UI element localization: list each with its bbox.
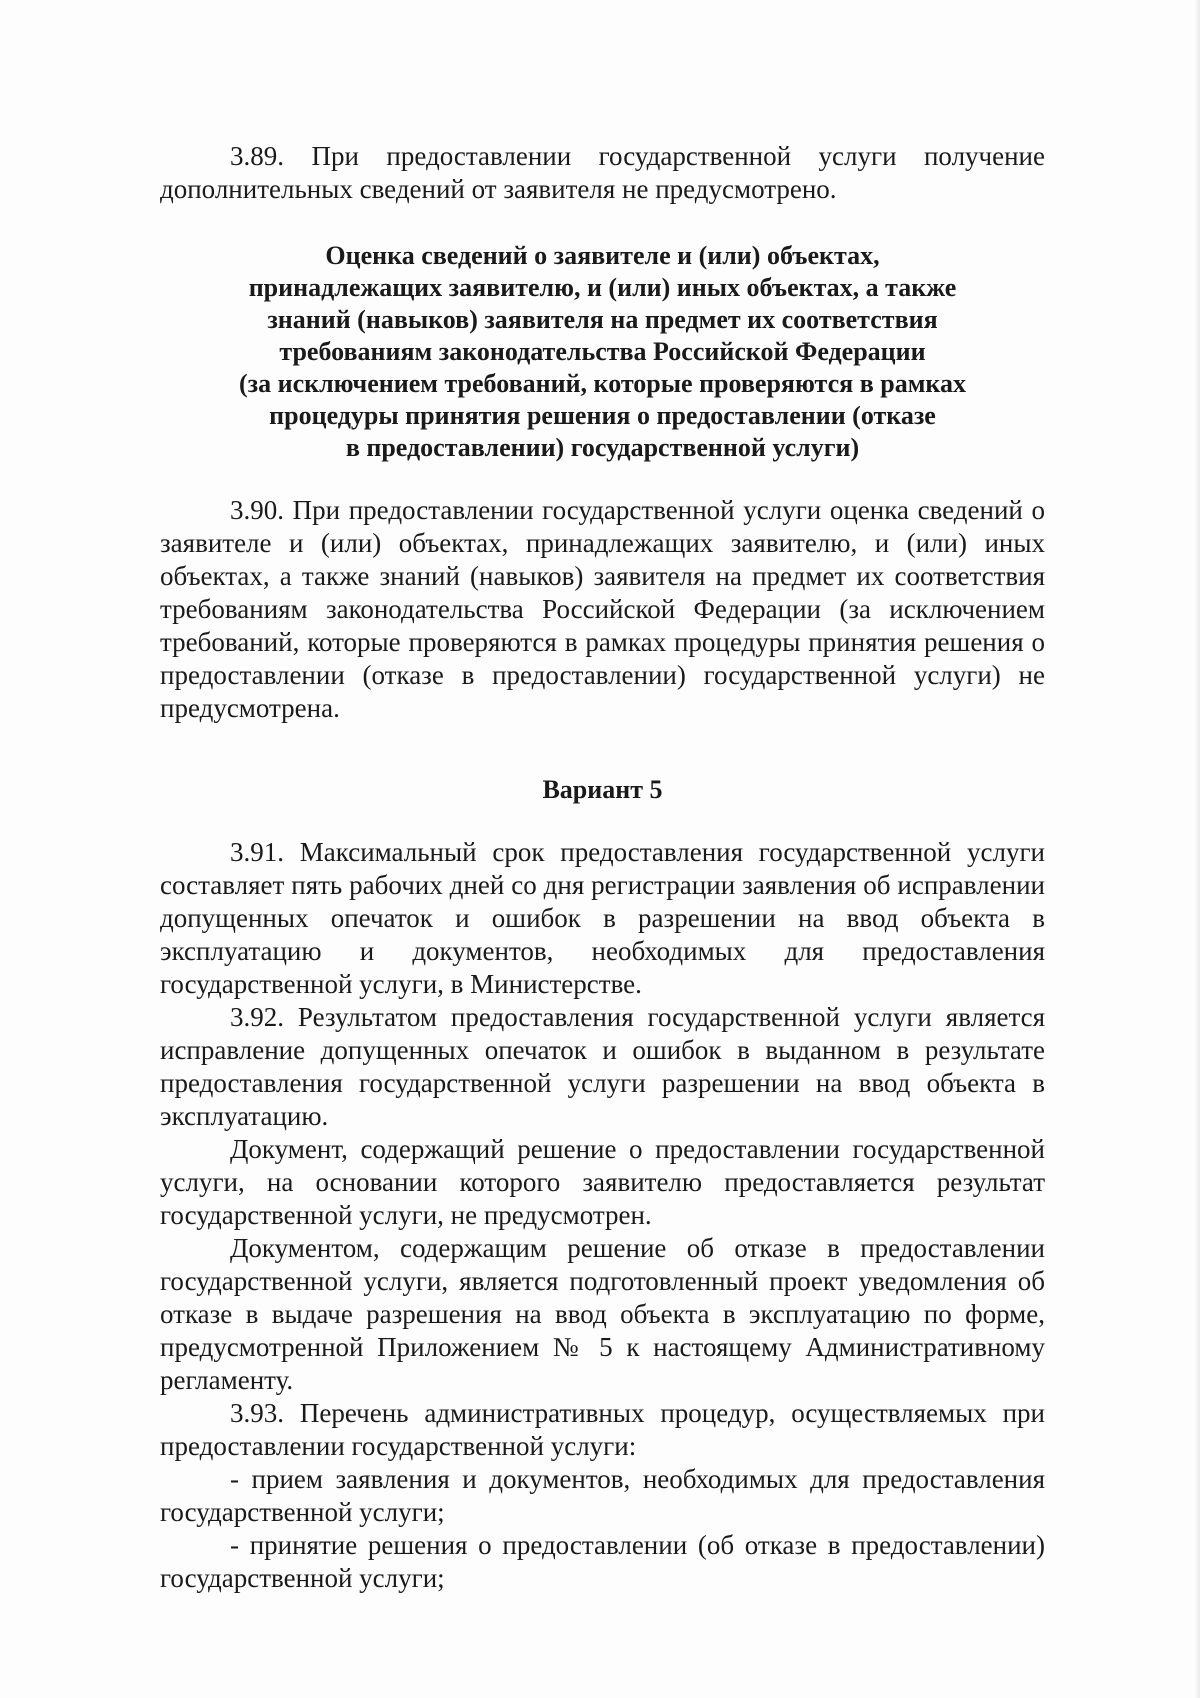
paragraph-3-89: 3.89. При предоставлении государственной услуги получение дополнительных сведений от заявителя не предусмотрено.: [160, 141, 1045, 204]
paragraph-3-93: 3.93. Перечень административных процедур, осуществляемых при предоставлении государственной услуги:: [160, 1398, 1045, 1461]
list-item: - принятие решения о предоставлении (об отказе в предоставлении) государственной услуги;: [160, 1530, 1045, 1593]
paragraph-document-refusal: Документом, содержащим решение об отказе в предоставлении государственной услуги, является подготовленный проект уведомления об отказе в выдаче разрешения на ввод объекта в эксплуатацию по форме, предусмотренной Приложением № 5 к настоящему Административному регламенту.: [160, 1233, 1045, 1395]
heading-line: процедуры принятия решения о предоставлении (отказе: [269, 401, 936, 430]
scan-edge: [1194, 0, 1200, 1698]
list-item: - прием заявления и документов, необходимых для предоставления государственной услуги;: [160, 1464, 1045, 1527]
variant-title: Вариант 5: [542, 775, 663, 804]
document-body: [160, 140, 1045, 1595]
heading-line: в предоставлении) государственной услуги): [345, 433, 860, 462]
paragraph-3-92: 3.92. Результатом предоставления государственной услуги является исправление допущенных опечаток и ошибок в выданном в результате предоставления государственной услуги разрешении на ввод объекта в эксплуатацию.: [160, 1002, 1045, 1131]
heading-line: принадлежащих заявителю, и (или) иных объектах, а также: [248, 273, 957, 302]
paragraph-3-90: 3.90. При предоставлении государственной услуги оценка сведений о заявителе и (или) объектах, принадлежащих заявителю, и (или) иных объектах, а также знаний (навыков) заявителя на предмет их соответствия требованиям законодательства Российской Федерации (за исключением требований, которые проверяются в рамках процедуры принятия решения о предоставлении (отказе в предоставлении) государственной услуги) не предусмотрена.: [160, 495, 1045, 723]
heading-line: требованиям законодательства Российской Федерации: [279, 337, 926, 366]
paragraph-document-decision: Документ, содержащий решение о предоставлении государственной услуги, на основании которого заявителю предоставляется результат государственной услуги, не предусмотрен.: [160, 1134, 1045, 1230]
section-heading: [160, 240, 1045, 464]
heading-line: Оценка сведений о заявителе и (или) объектах,: [325, 241, 880, 270]
heading-line: (за исключением требований, которые проверяются в рамках: [238, 369, 966, 398]
paragraph-3-91: 3.91. Максимальный срок предоставления государственной услуги составляет пять рабочих дней со дня регистрации заявления об исправлении допущенных опечаток и ошибок в разрешении на ввод объекта в эксплуатацию и документов, необходимых для предоставления государственной услуги, в Министерстве.: [160, 837, 1045, 999]
heading-line: знаний (навыков) заявителя на предмет их соответствия: [267, 305, 938, 334]
